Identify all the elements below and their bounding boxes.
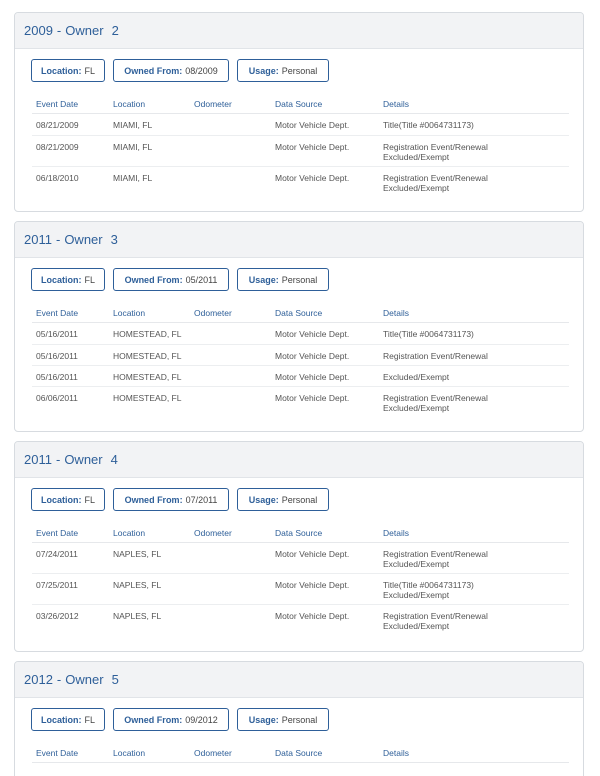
column-header-event-date: Event Date bbox=[36, 747, 79, 758]
location-chip bbox=[31, 488, 105, 511]
column-header-details: Details bbox=[383, 98, 409, 109]
event-data-source: Motor Vehicle Dept. bbox=[275, 173, 350, 183]
owned-from-chip-label: Owned From: bbox=[124, 65, 183, 76]
event-data-source: Motor Vehicle Dept. bbox=[275, 549, 350, 559]
event-date: 07/25/2011 bbox=[36, 580, 78, 590]
event-date: 08/21/2009 bbox=[36, 142, 79, 152]
event-location: NAPLES, FL bbox=[113, 549, 162, 559]
event-location: MIAMI, FL bbox=[113, 120, 153, 130]
owner-number: 5 bbox=[111, 672, 119, 687]
owned-from-chip-value: 05/2011 bbox=[185, 274, 218, 285]
event-date: 05/16/2011 bbox=[36, 329, 78, 339]
usage-chip-value: Personal bbox=[281, 494, 318, 505]
event-date: 03/26/2012 bbox=[36, 611, 79, 621]
owner-number: 4 bbox=[110, 452, 118, 467]
event-details: Registration Event/Renewal bbox=[383, 351, 488, 361]
location-chip-value: FL bbox=[84, 274, 95, 285]
owned-from-chip-label: Owned From: bbox=[124, 494, 183, 505]
event-location: NAPLES, FL bbox=[113, 580, 162, 590]
owner-summary-chips bbox=[15, 478, 583, 511]
events-table-header bbox=[32, 303, 569, 323]
event-location: NAPLES, FL bbox=[113, 611, 162, 621]
owner-dash: - bbox=[55, 452, 61, 467]
event-location: MIAMI, FL bbox=[113, 173, 153, 183]
owned-from-chip-value: 09/2012 bbox=[185, 714, 218, 725]
owner-label: Owner bbox=[65, 23, 104, 38]
location-chip-label: Location: bbox=[40, 65, 82, 76]
event-row bbox=[32, 387, 569, 418]
owner-card-header[interactable] bbox=[15, 442, 583, 478]
owner-number: 2 bbox=[111, 23, 119, 38]
owner-card bbox=[14, 221, 584, 432]
event-details: Title(Title #0064731173) bbox=[383, 120, 474, 130]
event-data-source: Motor Vehicle Dept. bbox=[275, 393, 350, 403]
events-table bbox=[32, 94, 569, 199]
event-details: Registration Event/Renewal Excluded/Exempt bbox=[383, 142, 488, 162]
location-chip-value: FL bbox=[84, 494, 95, 505]
owned-from-chip-value: 07/2011 bbox=[185, 494, 218, 505]
column-header-details: Details bbox=[383, 307, 409, 318]
owner-card-header[interactable] bbox=[15, 222, 583, 258]
event-data-source: Motor Vehicle Dept. bbox=[275, 142, 350, 152]
owner-card-header[interactable] bbox=[15, 662, 583, 698]
column-header-data-source: Data Source bbox=[275, 527, 323, 538]
usage-chip-value: Personal bbox=[281, 65, 318, 76]
event-details: Registration Event/Renewal Excluded/Exempt bbox=[383, 173, 488, 193]
column-header-data-source: Data Source bbox=[275, 307, 323, 318]
owner-summary-chips bbox=[15, 258, 583, 291]
owner-card-header[interactable] bbox=[15, 13, 583, 49]
location-chip bbox=[31, 59, 105, 82]
column-header-event-date: Event Date bbox=[36, 98, 79, 109]
event-details: Title(Title #0064731173) bbox=[383, 329, 474, 339]
event-data-source: Motor Vehicle Dept. bbox=[275, 120, 350, 130]
owner-number: 3 bbox=[110, 232, 118, 247]
column-header-odometer: Odometer bbox=[194, 98, 232, 109]
column-header-location: Location bbox=[113, 98, 146, 109]
usage-chip-value: Personal bbox=[281, 274, 318, 285]
location-chip-value: FL bbox=[84, 65, 95, 76]
event-date: 05/16/2011 bbox=[36, 372, 78, 382]
event-location: HOMESTEAD, FL bbox=[113, 372, 182, 382]
event-date: 06/18/2010 bbox=[36, 173, 79, 183]
column-header-details: Details bbox=[383, 527, 409, 538]
events-table-header bbox=[32, 94, 569, 114]
usage-chip bbox=[237, 268, 329, 291]
owner-year: 2011 bbox=[24, 452, 52, 467]
event-location: MIAMI, FL bbox=[113, 142, 153, 152]
usage-chip bbox=[237, 488, 329, 511]
event-row bbox=[32, 136, 569, 167]
owner-year: 2012 bbox=[24, 672, 53, 687]
column-header-odometer: Odometer bbox=[194, 307, 232, 318]
location-chip-label: Location: bbox=[40, 714, 82, 725]
event-row bbox=[32, 605, 569, 636]
usage-chip bbox=[237, 708, 329, 731]
owned-from-chip bbox=[113, 268, 229, 291]
events-table bbox=[32, 523, 569, 636]
owner-label: Owner bbox=[64, 232, 103, 247]
owned-from-chip-value: 08/2009 bbox=[185, 65, 218, 76]
event-data-source: Motor Vehicle Dept. bbox=[275, 611, 350, 621]
event-details: Excluded/Exempt bbox=[383, 372, 450, 382]
owned-from-chip-label: Owned From: bbox=[124, 274, 183, 285]
usage-chip-label: Usage: bbox=[248, 494, 279, 505]
owner-card bbox=[14, 12, 584, 212]
event-row bbox=[32, 167, 569, 199]
event-row bbox=[32, 574, 569, 605]
event-data-source: Motor Vehicle Dept. bbox=[275, 580, 350, 590]
column-header-data-source: Data Source bbox=[275, 98, 323, 109]
owner-summary-chips bbox=[15, 49, 583, 82]
column-header-event-date: Event Date bbox=[36, 527, 79, 538]
event-row bbox=[32, 323, 569, 345]
event-details: Registration Event/Renewal Excluded/Exempt bbox=[383, 393, 488, 413]
events-table bbox=[32, 743, 569, 763]
usage-chip-label: Usage: bbox=[248, 274, 279, 285]
event-details: Title(Title #0064731173) Excluded/Exempt bbox=[383, 580, 474, 600]
usage-chip-label: Usage: bbox=[248, 714, 279, 725]
owner-year: 2011 bbox=[24, 232, 52, 247]
owner-label: Owner bbox=[65, 672, 104, 687]
location-chip bbox=[31, 708, 105, 731]
events-table bbox=[32, 303, 569, 418]
location-chip-label: Location: bbox=[40, 494, 82, 505]
event-data-source: Motor Vehicle Dept. bbox=[275, 329, 350, 339]
event-data-source: Motor Vehicle Dept. bbox=[275, 351, 350, 361]
column-header-data-source: Data Source bbox=[275, 747, 323, 758]
events-table-header bbox=[32, 523, 569, 543]
owner-year: 2009 bbox=[24, 23, 53, 38]
column-header-location: Location bbox=[113, 747, 146, 758]
event-row bbox=[32, 366, 569, 387]
event-date: 07/24/2011 bbox=[36, 549, 78, 559]
owned-from-chip bbox=[113, 59, 229, 82]
event-details: Registration Event/Renewal Excluded/Exempt bbox=[383, 549, 488, 569]
column-header-odometer: Odometer bbox=[194, 747, 232, 758]
event-date: 05/16/2011 bbox=[36, 351, 78, 361]
owner-label: Owner bbox=[64, 452, 103, 467]
owner-dash: - bbox=[56, 23, 62, 38]
event-row bbox=[32, 114, 569, 136]
usage-chip-label: Usage: bbox=[248, 65, 279, 76]
owner-card bbox=[14, 661, 584, 776]
owned-from-chip bbox=[113, 488, 229, 511]
event-date: 08/21/2009 bbox=[36, 120, 79, 130]
owned-from-chip bbox=[113, 708, 229, 731]
owner-summary-chips bbox=[15, 698, 583, 731]
usage-chip-value: Personal bbox=[281, 714, 318, 725]
owner-dash: - bbox=[56, 672, 62, 687]
event-row bbox=[32, 543, 569, 574]
location-chip bbox=[31, 268, 105, 291]
owner-dash: - bbox=[55, 232, 61, 247]
owned-from-chip-label: Owned From: bbox=[124, 714, 183, 725]
usage-chip bbox=[237, 59, 329, 82]
column-header-location: Location bbox=[113, 527, 146, 538]
event-row bbox=[32, 345, 569, 366]
event-location: HOMESTEAD, FL bbox=[113, 351, 182, 361]
event-location: HOMESTEAD, FL bbox=[113, 329, 182, 339]
event-date: 06/06/2011 bbox=[36, 393, 78, 403]
event-location: HOMESTEAD, FL bbox=[113, 393, 182, 403]
column-header-event-date: Event Date bbox=[36, 307, 79, 318]
column-header-location: Location bbox=[113, 307, 146, 318]
owner-card bbox=[14, 441, 584, 652]
event-details: Registration Event/Renewal Excluded/Exempt bbox=[383, 611, 488, 631]
events-table-header bbox=[32, 743, 569, 763]
location-chip-label: Location: bbox=[40, 274, 82, 285]
location-chip-value: FL bbox=[84, 714, 95, 725]
column-header-details: Details bbox=[383, 747, 409, 758]
column-header-odometer: Odometer bbox=[194, 527, 232, 538]
event-data-source: Motor Vehicle Dept. bbox=[275, 372, 350, 382]
